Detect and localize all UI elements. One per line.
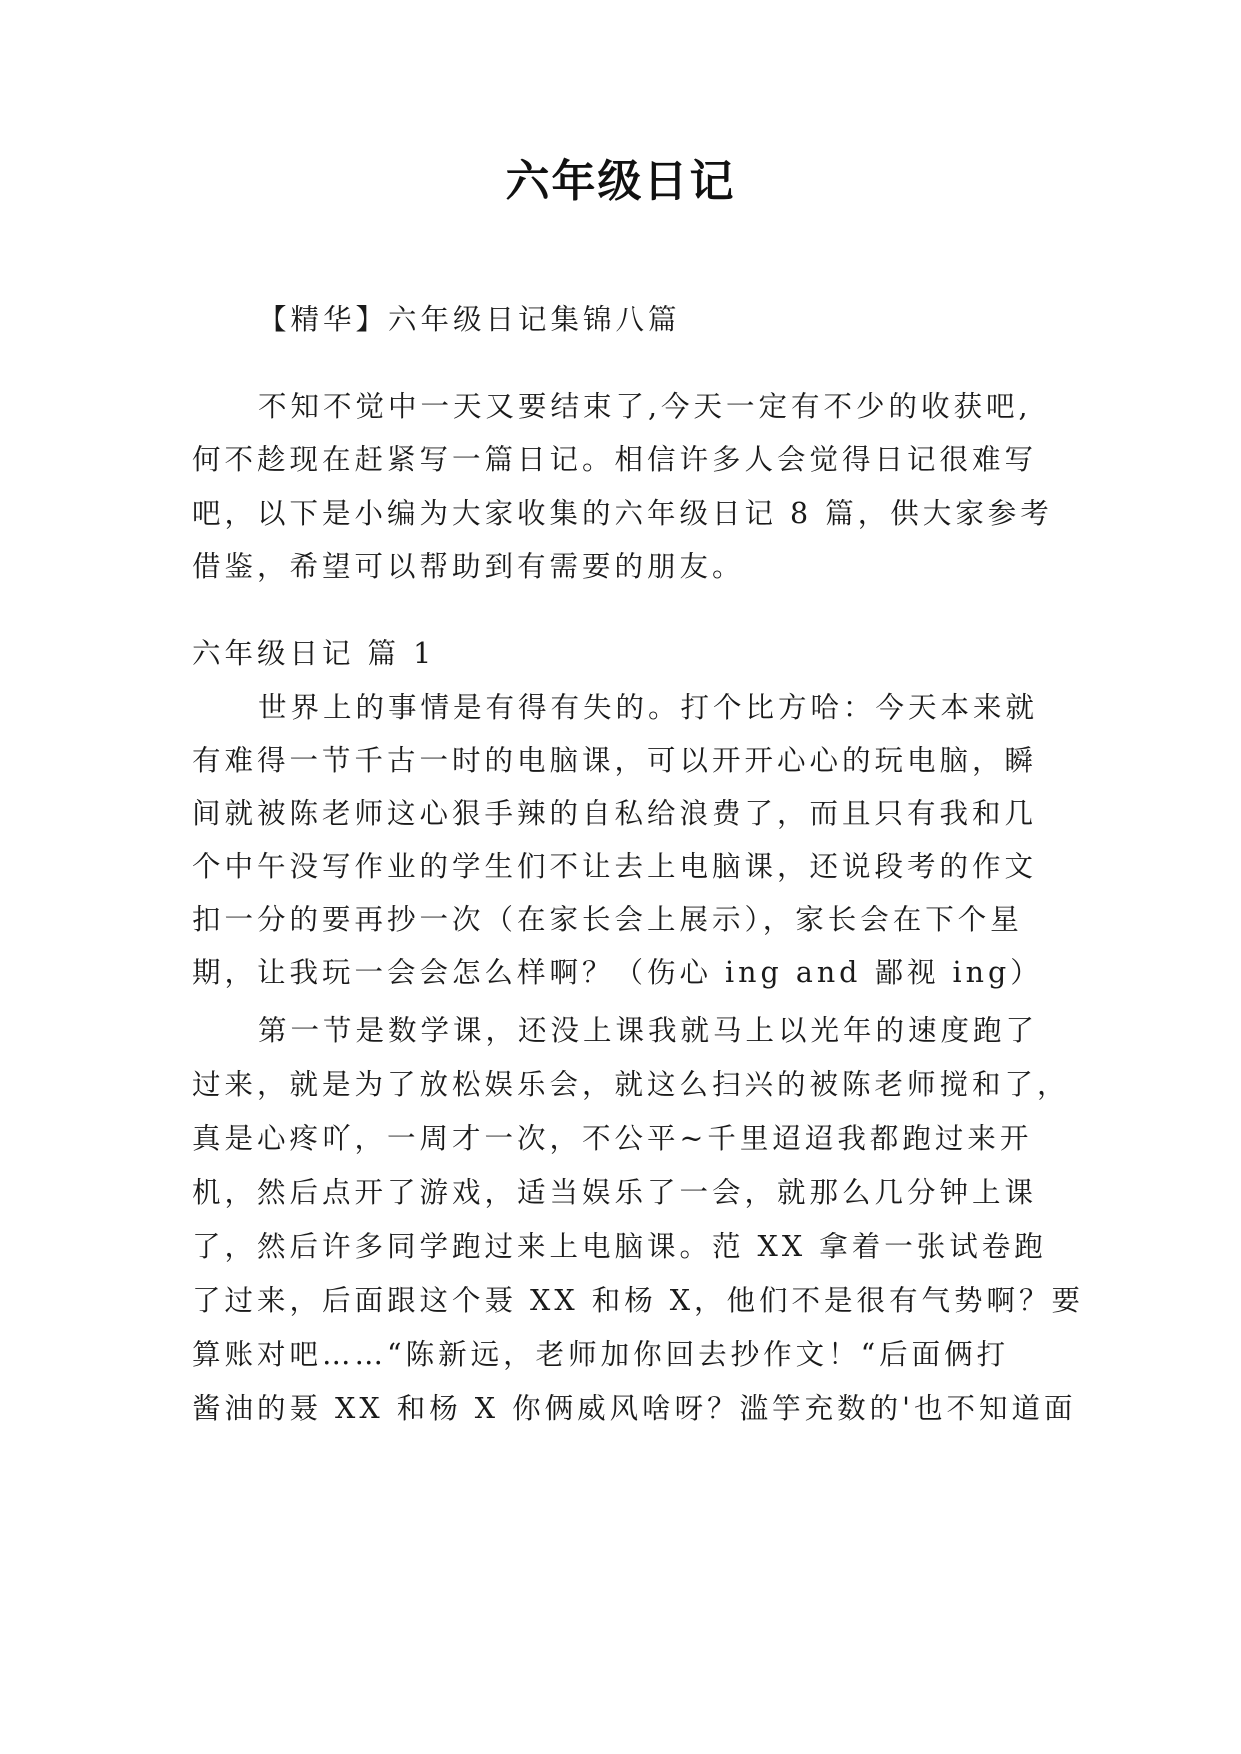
body-line: 间就被陈老师这心狠手辣的自私给浪费了，而且只有我和几 xyxy=(192,797,1038,830)
intro-line: 吧，以下是小编为大家收集的六年级日记 8 篇，供大家参考 xyxy=(192,497,1053,530)
intro-line: 借鉴，希望可以帮助到有需要的朋友。 xyxy=(192,550,745,583)
body-line: 期，让我玩一会会怎么样啊？（伤心 ing and 鄙视 ing） xyxy=(192,956,1043,989)
body-line: 个中午没写作业的学生们不让去上电脑课，还说段考的作文 xyxy=(192,850,1038,883)
body-line: 算账对吧……“陈新远，老师加你回去抄作文！“后面俩打 xyxy=(192,1338,1010,1371)
body-line: 第一节是数学课，还没上课我就马上以光年的速度跑了 xyxy=(258,1014,1039,1047)
body-line: 过来，就是为了放松娱乐会，就这么扫兴的被陈老师搅和了， xyxy=(192,1068,1070,1101)
document-title: 六年级日记 xyxy=(505,156,736,207)
body-line: 了，然后许多同学跑过来上电脑课。范 XX 拿着一张试卷跑 xyxy=(192,1230,1047,1263)
document-subtitle: 【精华】六年级日记集锦八篇 xyxy=(258,303,681,336)
body-line: 机，然后点开了游戏，适当娱乐了一会，就那么几分钟上课 xyxy=(192,1176,1038,1209)
body-line: 了过来，后面跟这个聂 XX 和杨 X，他们不是很有气势啊？要 xyxy=(192,1284,1085,1317)
body-line: 有难得一节千古一时的电脑课，可以开开心心的玩电脑，瞬 xyxy=(192,744,1038,777)
intro-line: 何不趁现在赶紧写一篇日记。相信许多人会觉得日记很难写 xyxy=(192,443,1038,476)
section-heading: 六年级日记 篇 1 xyxy=(192,637,436,670)
body-line: 世界上的事情是有得有失的。打个比方哈：今天本来就 xyxy=(258,691,1039,724)
intro-line: 不知不觉中一天又要结束了,今天一定有不少的收获吧, xyxy=(258,390,1032,423)
body-line: 真是心疼吖，一周才一次，不公平~千里迢迢我都跑过来开 xyxy=(192,1122,1033,1155)
body-line: 酱油的聂 XX 和杨 X 你俩威风啥呀？滥竽充数的'也不知道面 xyxy=(192,1392,1077,1425)
body-line: 扣一分的要再抄一次（在家长会上展示），家长会在下个星 xyxy=(192,903,1023,936)
